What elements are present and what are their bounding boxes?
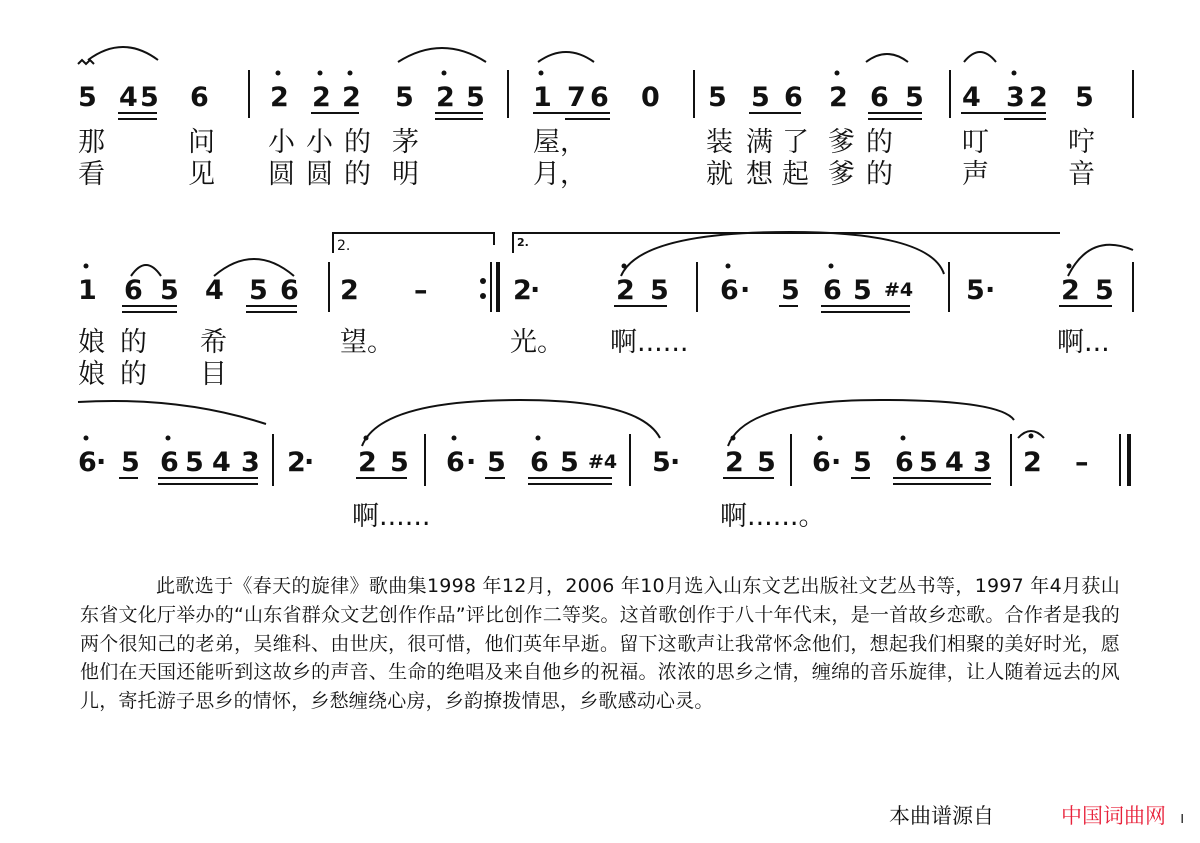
note: 6 xyxy=(280,275,299,306)
note: 2 xyxy=(270,82,289,113)
note: 2 xyxy=(287,447,306,478)
note: 3 xyxy=(1006,82,1025,113)
note: 6 xyxy=(160,447,179,478)
svg-text:就: 就 xyxy=(706,159,733,190)
note: 4 xyxy=(205,275,224,306)
svg-text:看: 看 xyxy=(78,159,105,190)
note: · xyxy=(670,447,681,478)
svg-text:望。: 望。 xyxy=(340,327,394,358)
svg-text:娘: 娘 xyxy=(78,327,105,358)
note: 5 xyxy=(249,275,268,306)
svg-text:问: 问 xyxy=(188,127,215,158)
note: 4 xyxy=(212,447,231,478)
edge-mark: ı xyxy=(1180,808,1185,827)
note: 6 xyxy=(190,82,209,113)
note: 2 xyxy=(1023,447,1042,478)
system-1 xyxy=(78,47,1133,190)
note: 2 xyxy=(342,82,361,113)
note: 0 xyxy=(641,82,660,113)
system-2 xyxy=(78,232,1133,390)
svg-text:的: 的 xyxy=(120,327,147,358)
note: 2 xyxy=(1029,82,1048,113)
svg-text:见: 见 xyxy=(188,159,215,190)
note: 5 xyxy=(966,275,985,306)
svg-text:装: 装 xyxy=(706,127,733,158)
note: 6 xyxy=(124,275,143,306)
svg-text:明: 明 xyxy=(392,159,419,190)
note: 4 xyxy=(945,447,964,478)
note: 6 xyxy=(895,447,914,478)
note: 5 xyxy=(652,447,671,478)
note: · xyxy=(831,447,842,478)
note: 6 xyxy=(720,275,739,306)
lyrics-verse-2 xyxy=(78,359,227,390)
note: 5 xyxy=(853,275,872,306)
svg-text:想: 想 xyxy=(746,159,773,190)
lyrics-verse-1 xyxy=(78,327,1110,358)
note: 2 xyxy=(358,447,377,478)
note: 5 xyxy=(78,82,97,113)
note: 2 xyxy=(340,275,359,306)
note: 2 xyxy=(829,82,848,113)
note: · xyxy=(740,275,751,306)
svg-text:的: 的 xyxy=(344,159,371,190)
svg-text:的: 的 xyxy=(866,127,893,158)
lyrics-verse-1 xyxy=(352,501,826,532)
note: 5 xyxy=(757,447,776,478)
svg-text:那: 那 xyxy=(78,127,105,158)
lyrics-verse-2 xyxy=(78,159,1095,190)
note: 5 xyxy=(853,447,872,478)
note: 5 xyxy=(650,275,669,306)
svg-text:满: 满 xyxy=(746,127,773,158)
site-name[interactable]: 中国词曲网 xyxy=(1061,804,1166,828)
note: 6 xyxy=(870,82,889,113)
svg-text:月，: 月， xyxy=(533,159,587,190)
note: 6 xyxy=(784,82,803,113)
svg-text:叮: 叮 xyxy=(962,127,989,158)
note: 5 xyxy=(560,447,579,478)
svg-text:爹: 爹 xyxy=(828,159,855,190)
note: 1 xyxy=(533,82,552,113)
note: 5 xyxy=(919,447,938,478)
svg-text:啊......。: 啊......。 xyxy=(720,501,826,532)
note: 5 xyxy=(466,82,485,113)
svg-text:的: 的 xyxy=(120,359,147,390)
note: 6 xyxy=(823,275,842,306)
note: 3 xyxy=(973,447,992,478)
note: · xyxy=(530,275,541,306)
note: 5 xyxy=(395,82,414,113)
note: · xyxy=(466,447,477,478)
svg-text:啊......: 啊...... xyxy=(352,501,431,532)
svg-text:咛: 咛 xyxy=(1068,127,1095,158)
note: 7 xyxy=(567,82,586,113)
svg-text:的: 的 xyxy=(344,127,371,158)
note: 6 xyxy=(446,447,465,478)
svg-text:的: 的 xyxy=(866,159,893,190)
svg-text:啊...: 啊... xyxy=(1057,327,1110,358)
note: 5 xyxy=(751,82,770,113)
note: 1 xyxy=(78,275,97,306)
note: 3 xyxy=(241,447,260,478)
note: 2 xyxy=(513,275,532,306)
svg-text:小: 小 xyxy=(306,127,333,158)
svg-text:音: 音 xyxy=(1068,159,1095,190)
svg-text:茅: 茅 xyxy=(392,127,419,158)
note: – xyxy=(1075,447,1089,478)
description-paragraph: 此歌选于《春天的旋律》歌曲集1998 年12月，2006 年10月选入山东文艺出版社文艺丛书等，1997 年4月获山东省文化厅举办的“山东省群众文艺创作作品”评比创作二等奖。这首歌创作于八十年代末，是一首故乡恋歌。合作者是我的两个很知己的老弟，吴维科、由世庆，很可惜，他们英年早逝。留下这歌声让我常怀念他们，想起我们相聚的美好时光，愿他们在天国还能听到这故乡的声音、生命的绝唱及来自他乡的祝福。浓浓的思乡之情，缠绵的音乐旋律，让人随着远去的风儿，寄托游子思乡的情怀，乡愁缠绕心房，乡韵撩拨情思，乡歌感动心灵。 xyxy=(80,575,1120,713)
svg-text:圆: 圆 xyxy=(306,159,333,190)
note: 2 xyxy=(436,82,455,113)
note-sharp: #4 xyxy=(884,279,914,301)
lyrics-verse-1 xyxy=(78,127,1095,158)
song-description xyxy=(80,572,1120,716)
note: 6 xyxy=(590,82,609,113)
note: 5 xyxy=(121,447,140,478)
note: 5 xyxy=(905,82,924,113)
system-3 xyxy=(78,400,1129,532)
note: 5 xyxy=(1075,82,1094,113)
note: 5 xyxy=(487,447,506,478)
note: 5 xyxy=(160,275,179,306)
note: 5 xyxy=(1095,275,1114,306)
note: 5 xyxy=(390,447,409,478)
volta-bracket-2 xyxy=(513,233,1060,253)
note: 2 xyxy=(725,447,744,478)
svg-text:娘: 娘 xyxy=(78,359,105,390)
note: · xyxy=(96,447,107,478)
svg-text:2.: 2. xyxy=(337,238,351,254)
svg-text:希: 希 xyxy=(200,327,227,358)
svg-text:圆: 圆 xyxy=(268,159,295,190)
svg-text:光。: 光。 xyxy=(510,327,564,358)
note: 6 xyxy=(812,447,831,478)
note: 5 xyxy=(781,275,800,306)
source-label: 本曲谱源自 xyxy=(889,804,994,828)
svg-text:声: 声 xyxy=(962,159,989,190)
svg-text:爹: 爹 xyxy=(828,127,855,158)
note: 5 xyxy=(185,447,204,478)
svg-text:了: 了 xyxy=(782,127,809,158)
svg-text:起: 起 xyxy=(782,159,809,190)
svg-text:目: 目 xyxy=(200,359,227,390)
volta-bracket-1 xyxy=(333,233,494,253)
note: 2 xyxy=(1061,275,1080,306)
note: – xyxy=(414,275,428,306)
note: 2 xyxy=(616,275,635,306)
note-sharp: #4 xyxy=(588,451,618,473)
note: 6 xyxy=(78,447,97,478)
svg-text:啊......: 啊...... xyxy=(610,327,689,358)
note: 6 xyxy=(530,447,549,478)
svg-text:2.: 2. xyxy=(517,236,529,249)
note: · xyxy=(985,275,996,306)
note: 2 xyxy=(312,82,331,113)
note: · xyxy=(304,447,315,478)
note: 4 xyxy=(962,82,981,113)
note: 4 xyxy=(119,82,138,113)
note: 5 xyxy=(708,82,727,113)
svg-text:屋，: 屋， xyxy=(533,127,587,158)
svg-text:小: 小 xyxy=(268,127,295,158)
note: 5 xyxy=(140,82,159,113)
